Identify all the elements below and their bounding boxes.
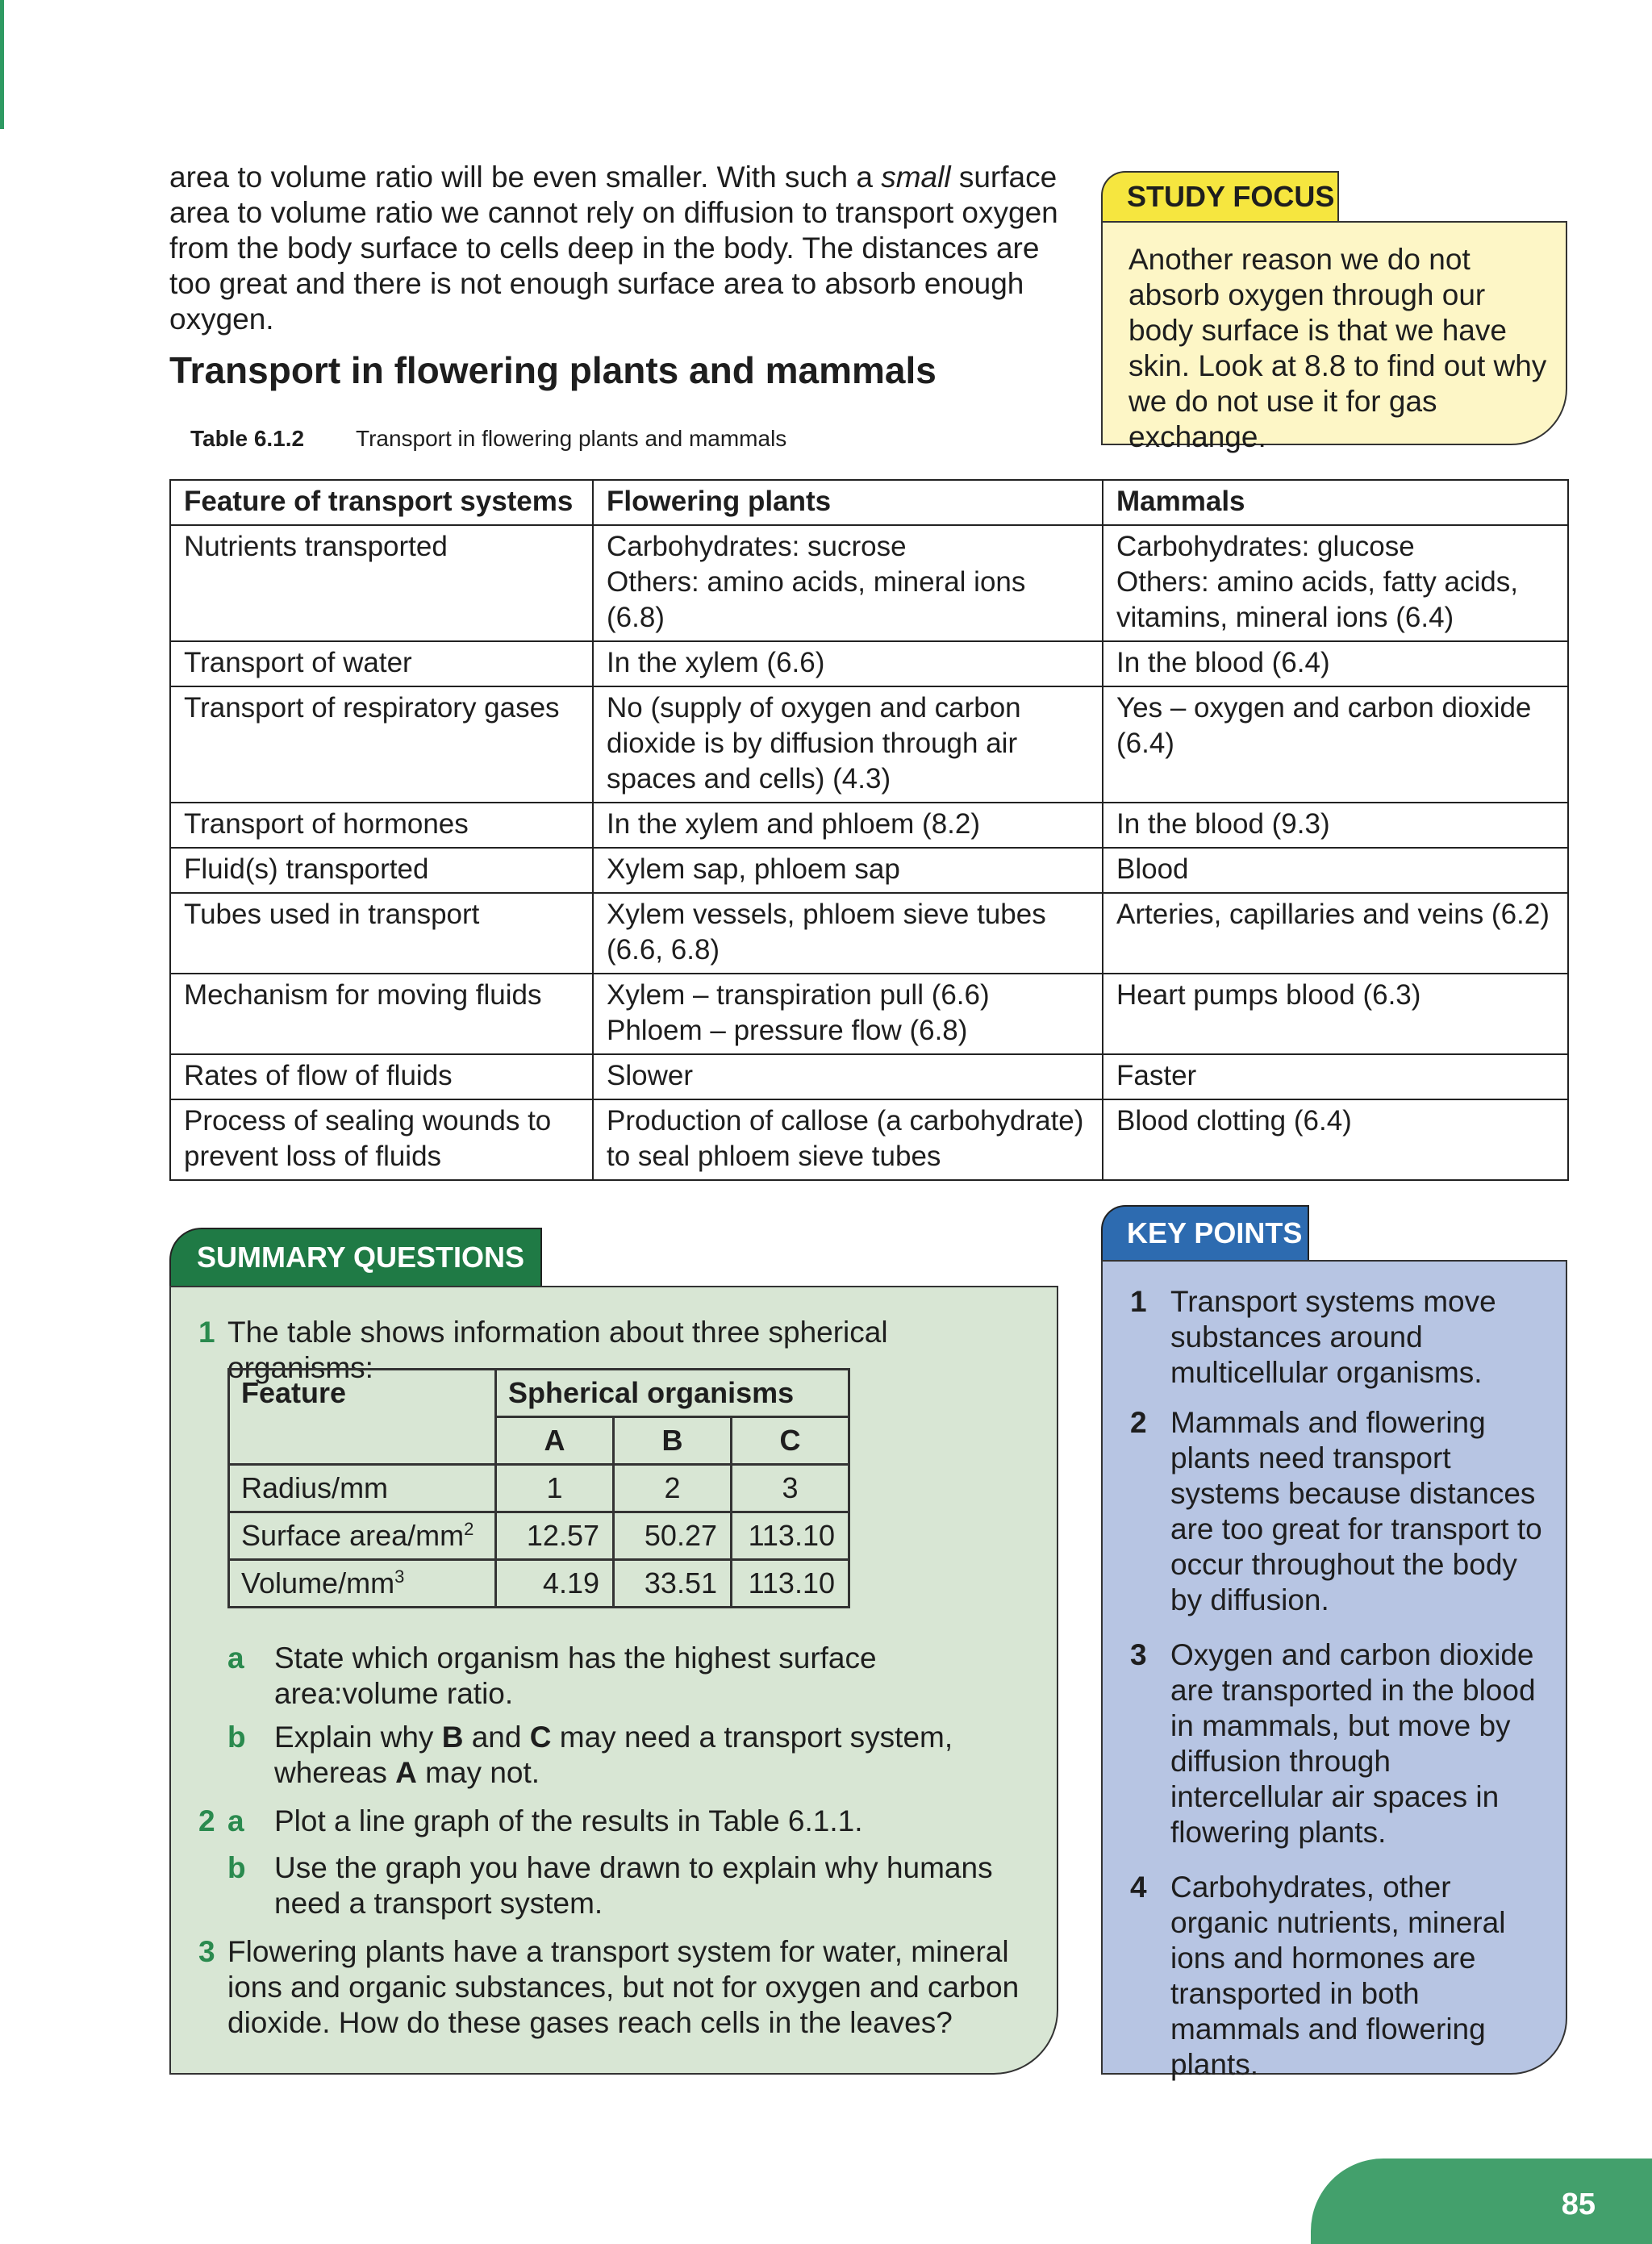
- row-label-surface-area: Surface area/$mm^2$: [229, 1512, 496, 1560]
- row-label-volume: Volume/$mm^3$: [229, 1560, 496, 1608]
- question-2b-text: Use the graph you have drawn to explain why humans need a transport system.: [274, 1851, 993, 1920]
- header-mammals: Mammals: [1103, 480, 1568, 525]
- row-label-radius: Radius/mm: [229, 1465, 496, 1512]
- page-accent-line: [0, 0, 4, 129]
- summary-questions-title: SUMMARY QUESTIONS: [169, 1228, 542, 1286]
- spherical-organisms-table: [227, 1368, 850, 1608]
- question-2-number: 2: [198, 1804, 215, 1837]
- question-1-text: The table shows information about three spherical organisms:: [227, 1316, 888, 1384]
- cell-value: 2: [614, 1465, 732, 1512]
- table-caption-text: Transport in flowering plants and mammals: [356, 426, 787, 451]
- table-caption-number: Table 6.1.2: [190, 426, 305, 451]
- key-points-box: 1 Transport systems move substances around multicellular organisms. 2 Mammals and flowering plants need transport systems because distances are too great for transport to occur throughout the body by diffusion. 3 Oxygen and carbon dioxide are transported in the blood in mammals, but move by diffusion through intercellular air spaces in flowering plants. 4 Carbohydrates, other organic nutrients, mineral ions and hormones are transported in both mammals and flowering plants.: [1101, 1260, 1567, 2075]
- question-2a-text: Plot a line graph of the results in Table 6.1.1.: [274, 1804, 863, 1837]
- plants-cell: No (supply of oxygen and carbon dioxide is by diffusion through air spaces and cells) (4.3): [593, 686, 1103, 803]
- table-row: [170, 1099, 1568, 1180]
- mammals-cell: Yes – oxygen and carbon dioxide (6.4): [1103, 686, 1568, 803]
- table-row: [170, 803, 1568, 848]
- feature-cell: Transport of hormones: [170, 803, 593, 848]
- plants-cell: Xylem sap, phloem sap: [593, 848, 1103, 893]
- header-b: B: [614, 1417, 732, 1465]
- question-3-number: 3: [198, 1935, 215, 1968]
- plants-cell: Production of callose (a carbohydrate) to seal phloem sieve tubes: [593, 1099, 1103, 1180]
- plants-cell: Carbohydrates: sucrose Others: amino acids, mineral ions (6.8): [593, 525, 1103, 641]
- feature-cell: Nutrients transported: [170, 525, 593, 641]
- section-title: Transport in flowering plants and mammals: [169, 349, 937, 391]
- table-row: [229, 1370, 849, 1417]
- summary-questions-box: [169, 1286, 1058, 2075]
- cell-value: 12.57: [496, 1512, 614, 1560]
- mammals-cell: Blood: [1103, 848, 1568, 893]
- transport-comparison-table: [169, 479, 1569, 1181]
- study-focus-text: Another reason we do not absorb oxygen through our body surface is that we have skin. Look at 8.8 to find out why we do not use it for gas exchange.: [1128, 243, 1547, 453]
- table-row: [170, 525, 1568, 641]
- cell-value: 50.27: [614, 1512, 732, 1560]
- plants-cell: Slower: [593, 1054, 1103, 1099]
- mammals-cell: In the blood (6.4): [1103, 641, 1568, 686]
- study-focus-box: [1101, 221, 1567, 453]
- emphasis-small: small: [881, 161, 951, 194]
- header-c: C: [732, 1417, 849, 1465]
- table-row: [229, 1512, 849, 1560]
- cell-value: 4.19: [496, 1560, 614, 1608]
- feature-cell: Transport of respiratory gases: [170, 686, 593, 803]
- feature-cell: Transport of water: [170, 641, 593, 686]
- feature-cell: Fluid(s) transported: [170, 848, 593, 893]
- study-focus-title: STUDY FOCUS: [1101, 171, 1339, 221]
- header-feature: Feature of transport systems: [170, 480, 593, 525]
- mammals-cell: Faster: [1103, 1054, 1568, 1099]
- header-a: A: [496, 1417, 614, 1465]
- question-1b-text: Explain why B and C may need a transport system, whereas A may not.: [274, 1721, 953, 1789]
- cell-value: 3: [732, 1465, 849, 1512]
- table-row: [170, 848, 1568, 893]
- plants-cell: Xylem vessels, phloem sieve tubes (6.6, 6.8): [593, 893, 1103, 974]
- table-row: [229, 1465, 849, 1512]
- table-row: [170, 974, 1568, 1054]
- cell-value: 1: [496, 1465, 614, 1512]
- header-feature: Feature: [229, 1370, 496, 1465]
- mammals-cell: Blood clotting (6.4): [1103, 1099, 1568, 1180]
- header-spherical-organisms: Spherical organisms: [496, 1370, 849, 1417]
- feature-cell: Rates of flow of fluids: [170, 1054, 593, 1099]
- intro-paragraph: area to volume ratio will be even smaller. With such a small surface area to volume ratio we cannot rely on diffusion to transport oxygen from the body surface to cells deep in the body. The distances are too great and there is not enough surface area to absorb enough oxygen.: [169, 161, 1058, 336]
- question-1-number: 1: [198, 1316, 215, 1349]
- plants-cell: Xylem – transpiration pull (6.6) Phloem – pressure flow (6.8): [593, 974, 1103, 1054]
- table-row: [170, 641, 1568, 686]
- question-2a-letter: a: [227, 1804, 244, 1837]
- cell-value: 33.51: [614, 1560, 732, 1608]
- page-number: 85: [1311, 2158, 1652, 2244]
- question-1b-letter: b: [227, 1721, 246, 1754]
- question-1a-text: State which organism has the highest surface area:volume ratio.: [274, 1641, 877, 1710]
- feature-cell: Mechanism for moving fluids: [170, 974, 593, 1054]
- feature-cell: Tubes used in transport: [170, 893, 593, 974]
- plants-cell: In the xylem (6.6): [593, 641, 1103, 686]
- question-2b-letter: b: [227, 1851, 246, 1884]
- question-3-text: Flowering plants have a transport system for water, mineral ions and organic substances, but not for oxygen and carbon dioxide. How do these gases reach cells in the leaves?: [227, 1935, 1020, 2039]
- key-points-title: KEY POINTS: [1101, 1205, 1309, 1260]
- mammals-cell: In the blood (9.3): [1103, 803, 1568, 848]
- question-1a-letter: a: [227, 1641, 244, 1675]
- cell-value: 113.10: [732, 1512, 849, 1560]
- table-caption: [190, 426, 786, 452]
- table-row: [170, 1054, 1568, 1099]
- plants-cell: In the xylem and phloem (8.2): [593, 803, 1103, 848]
- feature-cell: Process of sealing wounds to prevent loss of fluids: [170, 1099, 593, 1180]
- table-row: [170, 893, 1568, 974]
- mammals-cell: Heart pumps blood (6.3): [1103, 974, 1568, 1054]
- cell-value: 113.10: [732, 1560, 849, 1608]
- mammals-cell: Arteries, capillaries and veins (6.2): [1103, 893, 1568, 974]
- table-row: [229, 1560, 849, 1608]
- header-flowering-plants: Flowering plants: [593, 480, 1103, 525]
- table-row: [170, 686, 1568, 803]
- mammals-cell: Carbohydrates: glucose Others: amino acids, fatty acids, vitamins, mineral ions (6.4): [1103, 525, 1568, 641]
- table-header-row: [170, 480, 1568, 525]
